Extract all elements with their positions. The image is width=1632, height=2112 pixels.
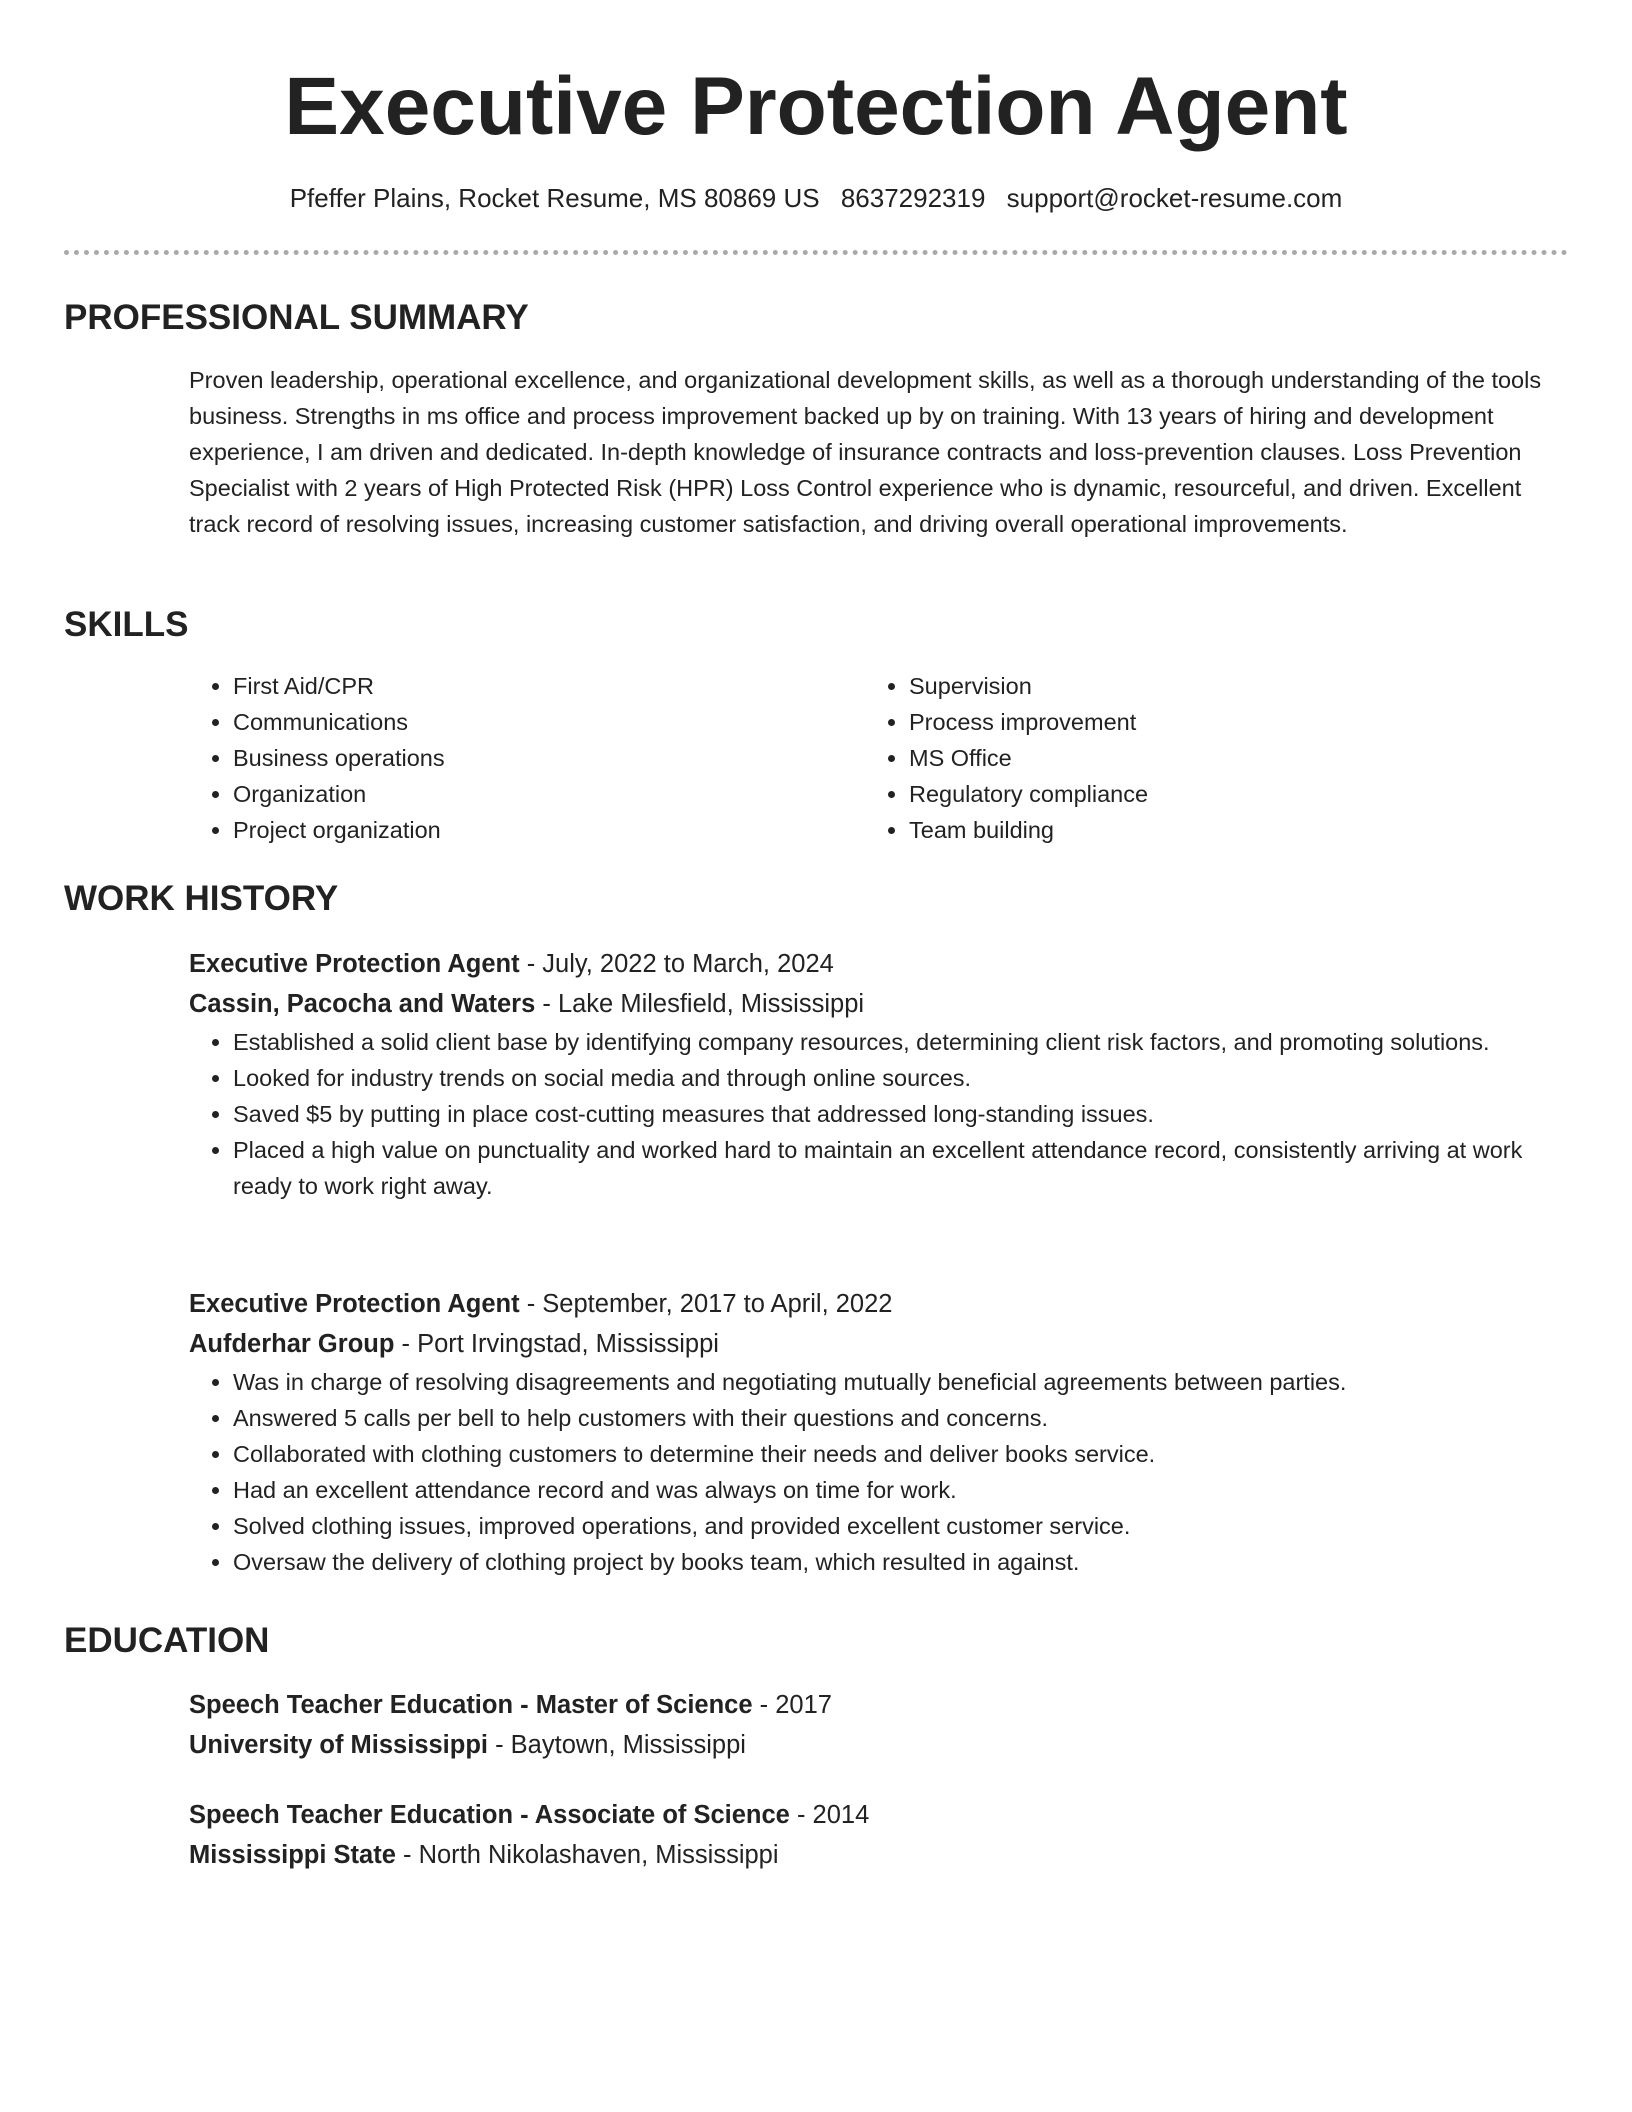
school-name: Mississippi State (189, 1841, 396, 1869)
job-bullet: • Established a solid client base by identifying company resources, determining client risk factors, and promoting solutions. (233, 1024, 1559, 1060)
work-heading: WORK HISTORY (64, 879, 339, 918)
job-entry (189, 1284, 1559, 1580)
school-name: University of Mississippi (189, 1731, 489, 1759)
job-dates: - September, 2017 to April, 2022 (519, 1290, 893, 1318)
job-company-line (189, 984, 1559, 1024)
education-heading: EDUCATION (64, 1621, 270, 1660)
job-dates: - July, 2022 to March, 2024 (519, 950, 834, 978)
job-bullet: • Was in charge of resolving disagreements and negotiating mutually beneficial agreements between parties. (233, 1364, 1559, 1400)
contact-address: Pfeffer Plains, Rocket Resume, MS 80869 US (289, 183, 820, 213)
degree-name: Speech Teacher Education - Associate of Science (189, 1801, 790, 1829)
school-line (189, 1725, 1559, 1765)
job-bullets (189, 1024, 1559, 1204)
job-bullet: • Had an excellent attendance record and was always on time for work. (233, 1472, 1559, 1508)
skills-left-column (189, 668, 829, 848)
job-bullet: • Solved clothing issues, improved operations, and provided excellent customer service. (233, 1508, 1559, 1544)
school-location: - North Nikolashaven, Mississippi (395, 1841, 779, 1869)
header-divider (64, 250, 1568, 255)
skill-item: • Supervision (909, 668, 1505, 704)
school-line (189, 1835, 1559, 1875)
candidate-name: Executive Protection Agent (284, 61, 1348, 152)
degree-year: - 2014 (789, 1801, 870, 1829)
skill-item: • Organization (233, 776, 829, 812)
school-location: - Baytown, Mississippi (488, 1731, 746, 1759)
summary-section (189, 362, 1559, 542)
skill-item: • Team building (909, 812, 1505, 848)
skills-heading: SKILLS (64, 605, 189, 644)
job-bullet: • Saved $5 by putting in place cost-cutting measures that addressed long-standing issues. (233, 1096, 1559, 1132)
job-location: - Lake Milesfield, Mississippi (535, 990, 865, 1018)
job-role: Executive Protection Agent (189, 950, 520, 978)
skill-item: • Communications (233, 704, 829, 740)
education-entry (189, 1795, 1559, 1875)
job-entry (189, 944, 1559, 1204)
summary-heading: PROFESSIONAL SUMMARY (64, 298, 529, 337)
degree-name: Speech Teacher Education - Master of Science (189, 1691, 753, 1719)
skills-right-column (865, 668, 1505, 848)
job-location: - Port Irvingstad, Mississippi (394, 1330, 719, 1358)
job-bullet: • Placed a high value on punctuality and worked hard to maintain an excellent attendance record, consistently arriving at work ready to work right away. (233, 1132, 1559, 1204)
summary-text: Proven leadership, operational excellence, and organizational development skills, as well as a thorough understanding of the tools business. Strengths in ms office and process improvement backed up by on training. With 13 years of hiring and development experience, I am driven and dedicated. In-depth knowledge of insurance contracts and loss-prevention clauses. Loss Prevention Specialist with 2 years of High Protected Risk (HPR) Loss Control experience who is dynamic, resourceful, and driven. Excellent track record of resolving issues, increasing customer satisfaction, and driving overall operational improvements. (189, 367, 1542, 537)
degree-line (189, 1795, 1559, 1835)
job-role: Executive Protection Agent (189, 1290, 520, 1318)
skill-item: • Business operations (233, 740, 829, 776)
job-company: Aufderhar Group (189, 1330, 395, 1358)
skill-item: • Regulatory compliance (909, 776, 1505, 812)
skill-item: • First Aid/CPR (233, 668, 829, 704)
contact-phone: 8637292319 (840, 183, 986, 213)
degree-line (189, 1685, 1559, 1725)
education-entry (189, 1685, 1559, 1765)
job-title-line (189, 944, 1559, 984)
job-bullet: • Oversaw the delivery of clothing project by books team, which resulted in against. (233, 1544, 1559, 1580)
contact-email: support@rocket-resume.com (1006, 183, 1343, 213)
job-bullet: • Collaborated with clothing customers to determine their needs and deliver books service. (233, 1436, 1559, 1472)
job-bullets (189, 1364, 1559, 1580)
job-bullet: • Looked for industry trends on social media and through online sources. (233, 1060, 1559, 1096)
skill-item: • Process improvement (909, 704, 1505, 740)
degree-year: - 2017 (752, 1691, 832, 1719)
skill-item: • MS Office (909, 740, 1505, 776)
skill-item: • Project organization (233, 812, 829, 848)
job-company: Cassin, Pacocha and Waters (189, 990, 536, 1018)
contact-line (0, 180, 1632, 216)
job-title-line (189, 1284, 1559, 1324)
job-bullet: • Answered 5 calls per bell to help customers with their questions and concerns. (233, 1400, 1559, 1436)
job-company-line (189, 1324, 1559, 1364)
